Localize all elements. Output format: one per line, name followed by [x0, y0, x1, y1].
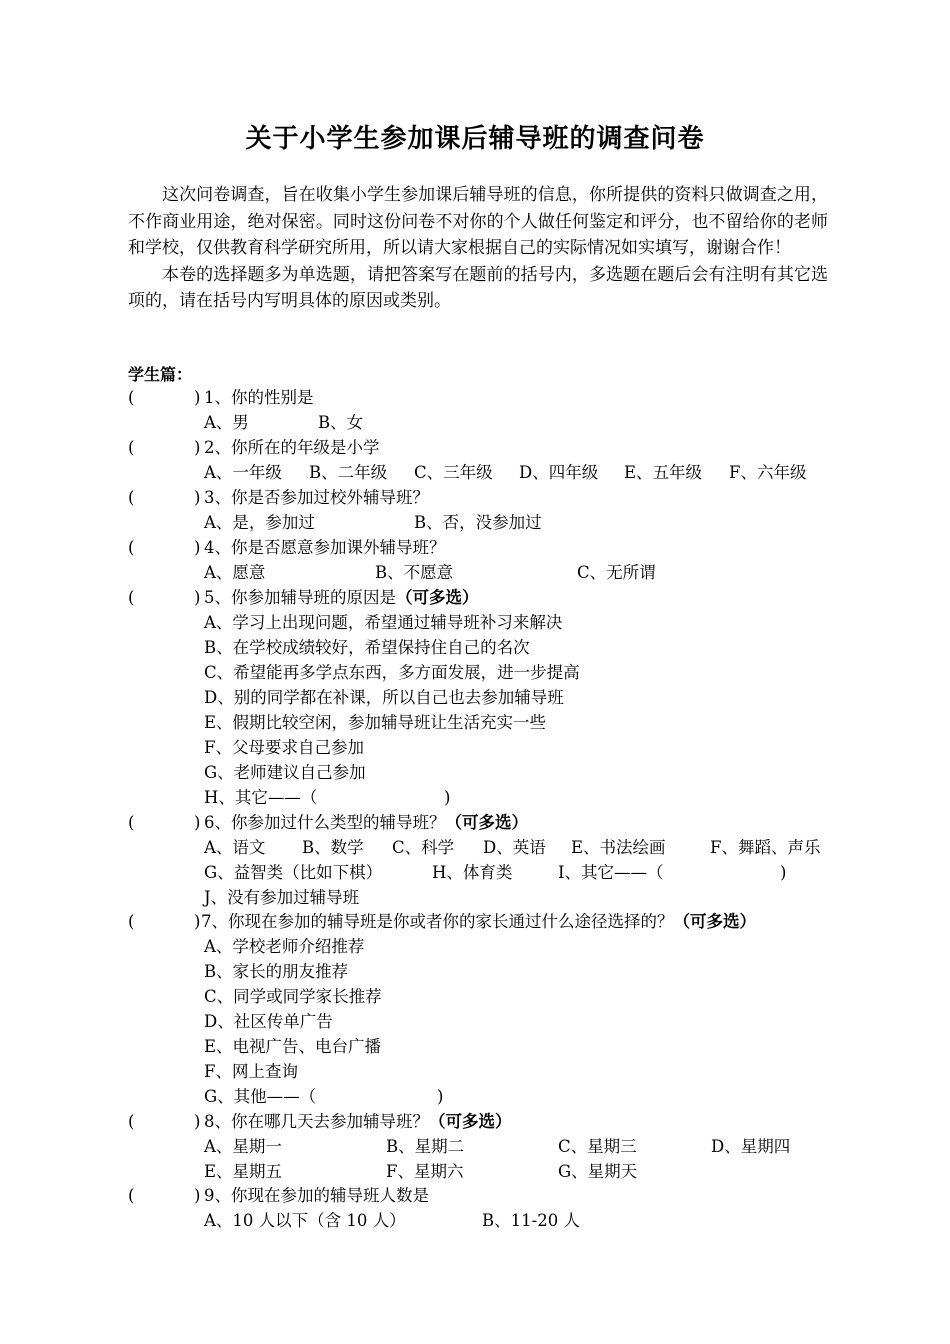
option-a: A、一年级 — [204, 463, 282, 482]
option-g-blank-close: ) — [437, 1087, 444, 1106]
page-title: 关于小学生参加课后辅导班的调查问卷 — [245, 124, 705, 154]
answer-bracket-close: ) — [194, 388, 201, 407]
list-item — [0, 984, 950, 1009]
option-a: A、学校老师介绍推荐 — [204, 937, 365, 956]
list-item — [0, 635, 950, 660]
question-3-options — [0, 510, 950, 535]
option-i-blank-close: ) — [780, 863, 787, 882]
answer-bracket-open[interactable]: ( — [128, 588, 135, 607]
question-9 — [0, 1183, 950, 1208]
option-a: A、10 人以下（含 10 人） — [204, 1211, 406, 1230]
option-b: B、家长的朋友推荐 — [204, 962, 349, 981]
answer-bracket-close: ) — [194, 813, 201, 832]
option-d: D、社区传单广告 — [204, 1012, 333, 1031]
list-item — [0, 1034, 950, 1059]
option-f: F、父母要求自己参加 — [204, 738, 364, 757]
list-item — [0, 934, 950, 959]
question-text: 8、你在哪几天去参加辅导班？ — [204, 1112, 429, 1131]
option-e: E、星期五 — [204, 1162, 283, 1181]
answer-bracket-close: ) — [194, 912, 201, 931]
question-4-options — [0, 560, 950, 585]
question-text: 9、你现在参加的辅导班人数是 — [204, 1186, 429, 1205]
option-b: B、数学 — [302, 838, 364, 857]
question-2-options — [0, 460, 950, 485]
option-f: F、星期六 — [386, 1162, 464, 1181]
option-a: A、星期一 — [204, 1137, 282, 1156]
option-j: J、没有参加过辅导班 — [204, 888, 360, 907]
list-item — [0, 660, 950, 685]
answer-bracket-open[interactable]: ( — [128, 538, 135, 557]
option-g: G、其他——（ — [204, 1087, 317, 1106]
option-h-blank-close: ) — [444, 788, 451, 807]
option-c: C、三年级 — [414, 463, 493, 482]
option-b: B、女 — [318, 413, 364, 432]
option-a: A、语文 — [204, 838, 266, 857]
answer-bracket-open[interactable]: ( — [128, 388, 135, 407]
list-item — [0, 1009, 950, 1034]
question-text: 6、你参加过什么类型的辅导班？ — [204, 813, 446, 832]
intro-paragraph-2: 本卷的选择题多为单选题，请把答案写在题前的括号内，多选题在题后会有注明有其它选项的，请在括号内写明具体的原因或类别。 — [128, 264, 828, 311]
option-g: G、星期天 — [558, 1162, 638, 1181]
answer-bracket-open[interactable]: ( — [128, 912, 135, 931]
list-item — [0, 710, 950, 735]
option-b: B、星期二 — [386, 1137, 465, 1156]
list-item — [0, 785, 950, 810]
answer-bracket-open[interactable]: ( — [128, 1186, 135, 1205]
section-heading: 学生篇： — [128, 365, 193, 384]
multi-select-note: （可多选） — [673, 912, 756, 931]
list-item — [0, 959, 950, 984]
list-item — [0, 1059, 950, 1084]
option-b: B、在学校成绩较好，希望保持住自己的名次 — [204, 638, 530, 657]
option-f: F、六年级 — [729, 463, 807, 482]
question-text: 5、你参加辅导班的原因是 — [204, 588, 396, 607]
intro-paragraph-1: 这次问卷调查，旨在收集小学生参加课后辅导班的信息，你所提供的资料只做调查之用，不作商业用途，绝对保密。同时这份问卷不对你的个人做任何鉴定和评分，也不留给你的老师和学校，仅供教育科学研究所用，所以请大家根据自己的实际情况如实填写，谢谢合作！ — [128, 185, 828, 258]
multi-select-note: （可多选） — [429, 1112, 512, 1131]
answer-bracket-open[interactable]: ( — [128, 438, 135, 457]
answer-bracket-open[interactable]: ( — [128, 488, 135, 507]
question-text: 4、你是否愿意参加课外辅导班？ — [204, 538, 446, 557]
answer-bracket-close: ) — [194, 488, 201, 507]
option-d: D、英语 — [483, 838, 546, 857]
option-b: B、11-20 人 — [482, 1211, 580, 1230]
option-h: H、其它——（ — [204, 788, 318, 807]
option-b: B、否，没参加过 — [414, 513, 542, 532]
option-d: D、别的同学都在补课，所以自己也去参加辅导班 — [204, 688, 564, 707]
answer-bracket-open[interactable]: ( — [128, 813, 135, 832]
option-a: A、是，参加过 — [204, 513, 315, 532]
option-b: B、二年级 — [309, 463, 388, 482]
question-7 — [0, 909, 950, 934]
option-c: C、星期三 — [558, 1137, 637, 1156]
question-6-options-row-1 — [0, 835, 950, 860]
list-item — [0, 735, 950, 760]
option-f: F、舞蹈、声乐 — [710, 838, 821, 857]
option-e: E、书法绘画 — [571, 838, 666, 857]
option-g: G、老师建议自己参加 — [204, 763, 366, 782]
question-text: 1、你的性别是 — [204, 388, 314, 407]
list-item — [0, 685, 950, 710]
option-h: H、体育类 — [432, 863, 513, 882]
question-8-options-row-1 — [0, 1134, 950, 1159]
question-1 — [0, 385, 950, 410]
answer-bracket-close: ) — [194, 588, 201, 607]
question-5 — [0, 585, 950, 610]
option-c: C、无所谓 — [577, 563, 656, 582]
question-8-options-row-2 — [0, 1159, 950, 1184]
list-item — [0, 760, 950, 785]
question-text: 3、你是否参加过校外辅导班？ — [204, 488, 429, 507]
option-c: C、科学 — [392, 838, 455, 857]
list-item — [0, 610, 950, 635]
question-9-options — [0, 1208, 950, 1233]
multi-select-note: （可多选） — [445, 813, 528, 832]
question-text: 2、你所在的年级是小学 — [204, 438, 380, 457]
option-a: A、男 — [204, 413, 249, 432]
option-d: D、星期四 — [711, 1137, 791, 1156]
answer-bracket-close: ) — [194, 438, 201, 457]
question-8 — [0, 1109, 950, 1134]
option-a: A、愿意 — [204, 563, 266, 582]
option-e: E、五年级 — [624, 463, 703, 482]
option-a: A、学习上出现问题，希望通过辅导班补习来解决 — [204, 613, 563, 632]
question-3 — [0, 485, 950, 510]
answer-bracket-close: ) — [194, 1112, 201, 1131]
option-i: I、其它——（ — [558, 863, 664, 882]
multi-select-note: （可多选） — [396, 588, 479, 607]
answer-bracket-open[interactable]: ( — [128, 1112, 135, 1131]
option-g: G、益智类（比如下棋） — [204, 863, 383, 882]
intro-block — [128, 182, 828, 315]
question-text: 7、你现在参加的辅导班是你或者你的家长通过什么途径选择的？ — [201, 912, 674, 931]
answer-bracket-close: ) — [194, 1186, 201, 1205]
option-c: C、同学或同学家长推荐 — [204, 987, 382, 1006]
option-e: E、电视广告、电台广播 — [204, 1037, 382, 1056]
option-d: D、四年级 — [519, 463, 599, 482]
option-f: F、网上查询 — [204, 1062, 298, 1081]
question-2 — [0, 435, 950, 460]
option-b: B、不愿意 — [375, 563, 454, 582]
option-e: E、假期比较空闲，参加辅导班让生活充实一些 — [204, 713, 547, 732]
question-6-options-row-2 — [0, 860, 950, 885]
question-6-options-row-3 — [0, 885, 950, 910]
question-4 — [0, 535, 950, 560]
option-c: C、希望能再多学点东西，多方面发展，进一步提高 — [204, 663, 580, 682]
list-item — [0, 1084, 950, 1109]
question-1-options — [0, 410, 950, 435]
answer-bracket-close: ) — [194, 538, 201, 557]
